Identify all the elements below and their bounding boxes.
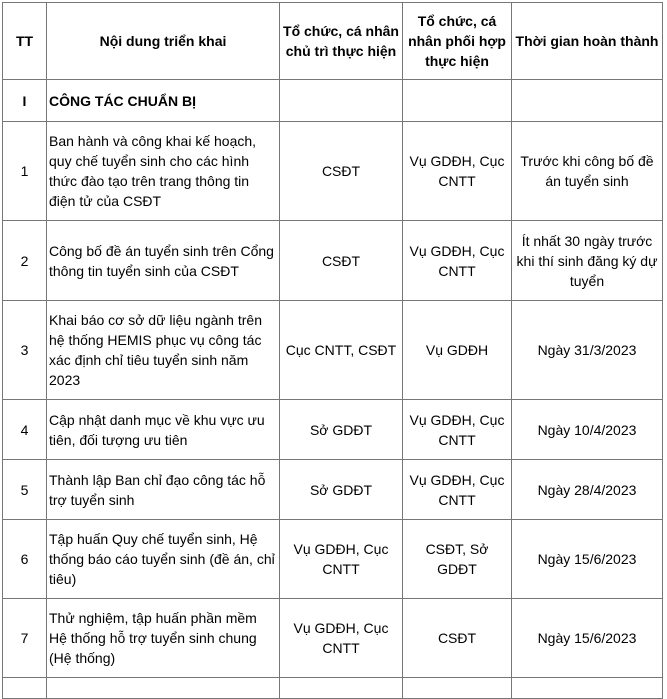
row-number: 1 bbox=[3, 122, 47, 221]
row-content: Khai báo cơ sở dữ liệu ngành trên hệ thống HEMIS phục vụ công tác xác định chỉ tiêu tuyển sinh năm 2023 bbox=[47, 301, 280, 400]
row-coordinate: Vụ GDĐH, Cục CNTT bbox=[403, 122, 512, 221]
section-empty-cell bbox=[280, 80, 403, 122]
table-row bbox=[3, 599, 663, 678]
row-number: 4 bbox=[3, 400, 47, 460]
row-number: 2 bbox=[3, 221, 47, 301]
table-row bbox=[3, 460, 663, 520]
admission-plan-table bbox=[2, 2, 663, 699]
row-number: 6 bbox=[3, 520, 47, 599]
empty-cell bbox=[280, 678, 403, 699]
row-lead: Sở GDĐT bbox=[280, 460, 403, 520]
row-content: Cập nhật danh mục về khu vực ưu tiên, đối tượng ưu tiên bbox=[47, 400, 280, 460]
empty-cell bbox=[47, 678, 280, 699]
table-row-partial bbox=[3, 678, 663, 699]
row-content: Công bố đề án tuyển sinh trên Cổng thông tin tuyển sinh của CSĐT bbox=[47, 221, 280, 301]
row-lead: Cục CNTT, CSĐT bbox=[280, 301, 403, 400]
header-tt: TT bbox=[3, 3, 47, 80]
table-row bbox=[3, 122, 663, 221]
row-lead: CSĐT bbox=[280, 122, 403, 221]
row-lead: Sở GDĐT bbox=[280, 400, 403, 460]
row-coordinate: CSĐT, Sở GDĐT bbox=[403, 520, 512, 599]
row-content: Tập huấn Quy chế tuyển sinh, Hệ thống báo cáo tuyển sinh (đề án, chỉ tiêu) bbox=[47, 520, 280, 599]
header-lead: Tổ chức, cá nhân chủ trì thực hiện bbox=[280, 3, 403, 80]
row-number: 7 bbox=[3, 599, 47, 678]
row-deadline: Ngày 10/4/2023 bbox=[512, 400, 663, 460]
table-header-row bbox=[3, 3, 663, 80]
row-number: 5 bbox=[3, 460, 47, 520]
row-content: Ban hành và công khai kế hoạch, quy chế tuyển sinh cho các hình thức đào tạo trên trang thông tin điện tử của CSĐT bbox=[47, 122, 280, 221]
row-coordinate: Vụ GDĐH, Cục CNTT bbox=[403, 400, 512, 460]
row-content: Thành lập Ban chỉ đạo công tác hỗ trợ tuyển sinh bbox=[47, 460, 280, 520]
row-deadline: Ngày 31/3/2023 bbox=[512, 301, 663, 400]
row-deadline: Trước khi công bố đề án tuyển sinh bbox=[512, 122, 663, 221]
row-coordinate: Vụ GDĐH bbox=[403, 301, 512, 400]
row-coordinate: Vụ GDĐH, Cục CNTT bbox=[403, 460, 512, 520]
row-coordinate: CSĐT bbox=[403, 599, 512, 678]
header-deadline: Thời gian hoàn thành bbox=[512, 3, 663, 80]
section-title: CÔNG TÁC CHUẨN BỊ bbox=[47, 80, 280, 122]
row-lead: Vụ GDĐH, Cục CNTT bbox=[280, 520, 403, 599]
table-row bbox=[3, 221, 663, 301]
section-empty-cell bbox=[403, 80, 512, 122]
empty-cell bbox=[3, 678, 47, 699]
row-deadline: Ngày 15/6/2023 bbox=[512, 599, 663, 678]
header-coordinate: Tổ chức, cá nhân phối hợp thực hiện bbox=[403, 3, 512, 80]
empty-cell bbox=[403, 678, 512, 699]
row-deadline: Ngày 28/4/2023 bbox=[512, 460, 663, 520]
section-empty-cell bbox=[512, 80, 663, 122]
row-lead: CSĐT bbox=[280, 221, 403, 301]
row-deadline: Ít nhất 30 ngày trước khi thí sinh đăng ký dự tuyển bbox=[512, 221, 663, 301]
row-content: Thử nghiệm, tập huấn phần mềm Hệ thống hỗ trợ tuyển sinh chung (Hệ thống) bbox=[47, 599, 280, 678]
table-row bbox=[3, 301, 663, 400]
row-number: 3 bbox=[3, 301, 47, 400]
table-row bbox=[3, 520, 663, 599]
section-row bbox=[3, 80, 663, 122]
row-lead: Vụ GDĐH, Cục CNTT bbox=[280, 599, 403, 678]
section-number: I bbox=[3, 80, 47, 122]
header-content: Nội dung triển khai bbox=[47, 3, 280, 80]
row-coordinate: Vụ GDĐH, Cục CNTT bbox=[403, 221, 512, 301]
empty-cell bbox=[512, 678, 663, 699]
row-deadline: Ngày 15/6/2023 bbox=[512, 520, 663, 599]
table-row bbox=[3, 400, 663, 460]
